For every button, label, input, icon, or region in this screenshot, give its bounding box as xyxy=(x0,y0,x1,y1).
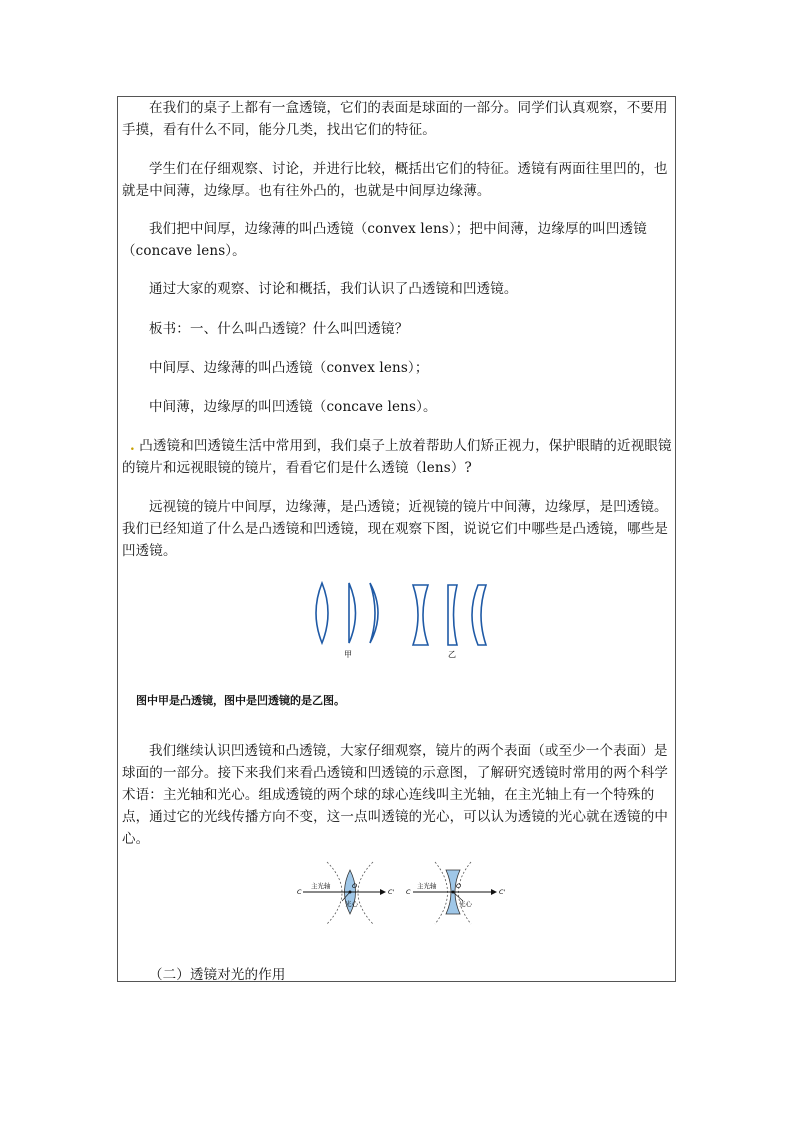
convex-point-o: O xyxy=(352,882,358,890)
lens-shapes-figure xyxy=(300,575,510,665)
biconvex-lens xyxy=(316,583,328,643)
concave-diagram xyxy=(406,862,506,924)
paragraph-8-text: 凸透镜和凹透镜生活中常用到，我们桌子上放着帮助人们矫正视力，保护眼睛的近视眼镜的镜片和远视眼镜的镜片，看看它们是什么透镜（lens）? xyxy=(122,438,672,476)
convex-point-c2: C' xyxy=(388,888,395,896)
label-yi: 乙 xyxy=(448,650,456,659)
concave-point-o: O xyxy=(456,882,462,890)
convex-center-label: 光心 xyxy=(345,900,358,908)
concave-point-c: C xyxy=(406,888,411,896)
paragraph-3: 我们把中间厚，边缘薄的叫凸透镜（convex lens）；把中间薄，边缘厚的叫凹透镜（concave lens）。 xyxy=(122,221,647,259)
paragraph-10: 我们继续认识凹透镜和凸透镜，大家仔细观察，镜片的两个表面（或至少一个表面）是球面的一部分。接下来我们来看凸透镜和凹透镜的示意图，了解研究透镜时常用的两个科学术语：主光轴和光心。组成透镜的两个球的球心连线叫主光轴，在主光轴上有一个特殊的点，通过它的光线传播方向不变，这一点叫透镜的光心，可以认为透镜的光心就在透镜的中心。 xyxy=(122,743,668,847)
biconcave-lens xyxy=(413,585,428,645)
figure-caption: 图中甲是凸透镜，图中是凹透镜的是乙图。 xyxy=(136,694,345,707)
meniscus-concave-lens xyxy=(472,585,486,645)
convex-diagram xyxy=(297,862,395,924)
convex-axis-label: 主光轴 xyxy=(311,882,331,890)
paragraph-9: 远视镜的镜片中间厚，边缘薄，是凸透镜；近视镜的镜片中间薄，边缘厚，是凹透镜。我们已经知道了什么是凸透镜和凹透镜，现在观察下图，说说它们中哪些是凸透镜，哪些是凹透镜。 xyxy=(122,499,668,559)
paragraph-8 xyxy=(122,435,674,479)
meniscus-convex-lens xyxy=(370,583,378,643)
plano-concave-lens xyxy=(448,585,457,645)
concave-center-label: 光心 xyxy=(459,900,472,908)
paragraph-5: 板书：一、什么叫凸透镜？什么叫凹透镜？ xyxy=(149,321,409,337)
paragraph-4: 通过大家的观察、讨论和概括，我们认识了凸透镜和凹透镜。 xyxy=(149,281,518,297)
paragraph-1: 在我们的桌子上都有一盒透镜，它们的表面是球面的一部分。同学们认真观察，不要用手摸，看有什么不同，能分几类，找出它们的特征。 xyxy=(122,100,668,138)
paragraph-7: 中间薄，边缘厚的叫凹透镜（concave lens）。 xyxy=(149,399,437,415)
convex-point-c: C xyxy=(297,888,302,896)
plano-convex-lens xyxy=(349,583,356,643)
concave-axis-label: 主光轴 xyxy=(417,882,437,890)
paragraph-6: 中间厚、边缘薄的叫凸透镜（convex lens）； xyxy=(149,360,429,376)
paragraph-11: （二）透镜对光的作用 xyxy=(149,967,286,983)
optical-axis-diagram xyxy=(295,858,515,928)
concave-point-c2: C' xyxy=(499,888,506,896)
paragraph-2: 学生们在仔细观察、讨论，并进行比较，概括出它们的特征。透镜有两面往里凹的，也就是中间薄，边缘厚。也有往外凸的，也就是中间厚边缘薄。 xyxy=(122,161,668,199)
label-jia: 甲 xyxy=(344,650,352,659)
bullet-dot: . xyxy=(130,438,135,454)
